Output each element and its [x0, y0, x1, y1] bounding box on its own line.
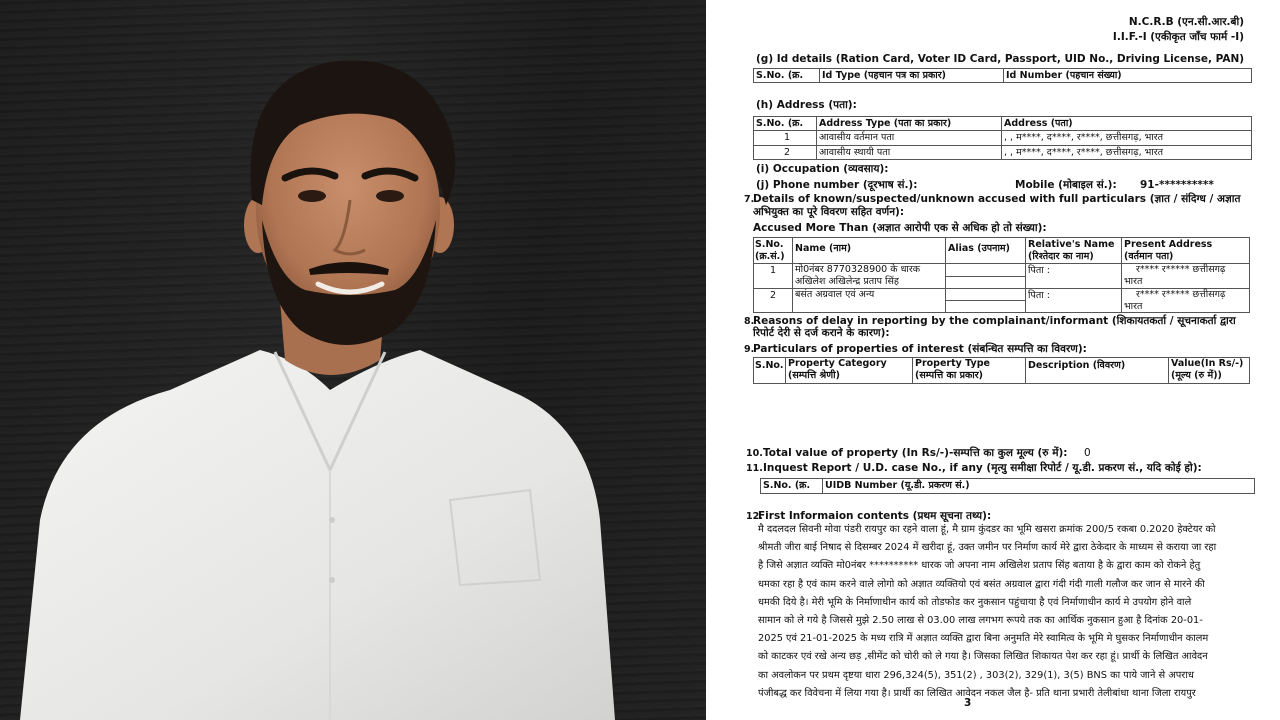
fir-line: श्रीमती जीरा बाई निषाद से दिसम्बर 2024 में खरीदा हूं, उक्त जमीन पर निर्माण कार्य मेरे द्वारा ठेकेदार के माध्यम से कराया जा रहा [758, 542, 1217, 554]
addr-row2-sno: 2 [784, 147, 791, 158]
sec7-title-line1: Details of known/suspected/unknown accused with full particulars (ज्ञात / संदिग्ध / अज्ञात [753, 193, 1241, 205]
sec7-number: 7. [744, 194, 755, 205]
sec11-number: 11. [746, 463, 763, 474]
id-col-sno: S.No. (क्र. [756, 70, 804, 81]
prop-col-category: Property Category [788, 358, 887, 369]
acc-col-sno-hi: (क्र.सं.) [755, 251, 785, 262]
fir-line: धमकी दिये है। मेरी भूमि के निर्माणाधीन कार्य को तोडफोड कर नुकसान पहुंचाया है एवं निर्माणाधीन कार्य मे उपयोग होने वाले [758, 596, 1192, 608]
addr-row2-type: आवासीय स्थायी पता [819, 147, 891, 158]
first-information-paragraph [758, 521, 1250, 703]
mobile-value: 91-********** [1140, 179, 1214, 191]
mobile-label: Mobile (मोबाइल सं.): [1015, 179, 1117, 191]
sec8-title-line1: Reasons of delay in reporting by the complainant/informant (शिकायतकर्ता / सूचनाकर्ता द्वारा [753, 315, 1236, 327]
sec8-number: 8. [744, 316, 755, 327]
sec12-number: 12. [746, 511, 763, 522]
occupation-label: (i) Occupation (व्यवसाय): [756, 163, 889, 175]
header-iif: I.I.F.-I (एकीकृत जाँच फार्म -I) [1112, 31, 1244, 43]
fir-document-page [706, 0, 1280, 720]
fir-line: 2025 एवं 21-01-2025 के मध्य रात्रि में अज्ञात व्यक्ति द्वारा बिना अनुमति मेरे स्वामित्व के भूमि मे घुसकर निर्माणाधीन कालम [758, 633, 1209, 645]
acc-col-sno: S.No. [755, 239, 784, 250]
sec10-value: 0 [1084, 447, 1091, 459]
fir-line: है जिसे अज्ञात व्यक्ति मो0नंबर ********** धारक जो अपना नाम अखिलेश प्रताप सिंह बताया है के द्वारा काम को रोकने हेतु [758, 560, 1201, 572]
inq-col-uidb: UIDB Number (यू.डी. प्रकरण सं.) [825, 480, 970, 491]
fir-line: पंजीबद्ध कर विवेचना में लिया गया है। प्रार्थी का लिखित आवेदन नकल जैल है- प्रति थाना प्रभारी तेलीबांधा थाना जिला रायपुर [758, 687, 1196, 699]
header-ncrb: N.C.R.B (एन.सी.आर.बी) [1128, 16, 1244, 28]
id-col-number: Id Number (पहचान संख्या) [1006, 70, 1122, 81]
acc-row1-name: मो0नंबर 8770328900 के धारक [795, 264, 921, 275]
sec9-number: 9. [744, 344, 755, 355]
acc-row2-name: बसंत अग्रवाल एवं अन्य [795, 289, 875, 300]
sec7-title-line2: अभियुक्त का पूरे विवरण सहित वर्णन): [753, 206, 905, 218]
inq-col-sno: S.No. (क्र. [763, 480, 811, 491]
acc-row1-address: र**** र***** छत्तीसगढ़ [1136, 264, 1226, 275]
prop-col-category-hi: (सम्पत्ति श्रेणी) [788, 370, 840, 381]
acc-row2-address: र**** र***** छत्तीसगढ़ [1136, 289, 1226, 300]
sec11-label: Inquest Report / U.D. case No., if any (मृत्यु समीक्षा रिपोर्ट / यू.डी. प्रकरण सं., यदि कोई हो): [763, 462, 1202, 474]
acc-row2-sno: 2 [770, 290, 777, 301]
prop-col-type: Property Type [915, 358, 990, 369]
address-title: (h) Address (पता): [756, 99, 857, 111]
sec10-label: Total value of property (In Rs/-)-सम्पत्ति का कुल मूल्य (रु में): [763, 447, 1068, 459]
id-details-title: (g) Id details (Ration Card, Voter ID Card, Passport, UID No., Driving License, PAN) [756, 53, 1245, 65]
fir-line: धमका रहा है एवं काम करने वाले लोगो को अज्ञात व्यक्तियो एवं बसंत अग्रवाल द्वारा गंदी गंदी गाली गलौज कर जान से मारने की [758, 578, 1205, 590]
acc-row2-relative: पिता : [1028, 290, 1050, 301]
acc-row1-name-2: अखिलेश अखिलेन्द्र प्रताप सिंह [795, 276, 899, 287]
fir-line: सामान को ले गये है जिससे मुझे 2.50 लाख से 03.00 लाख लगभग रूपये तक का आर्थिक नुकसान हुआ है दिनांक 20-01- [758, 615, 1203, 627]
addr-col-type: Address Type (पता का प्रकार) [819, 118, 952, 129]
sec9-title: Particulars of properties of interest (संबन्धित सम्पत्ति का विवरण): [753, 343, 1087, 355]
prop-col-description: Description (विवरण) [1028, 360, 1126, 371]
sec12-title: First Informaion contents (प्रथम सूचना तथ्य): [758, 510, 992, 522]
fir-line: मै ददलदल सिवनी मोवा पंडरी रायपुर का रहने वाला हूं, मै ग्राम कुंदडर का भूमि खसरा क्रमांक 200/5 रकबा 0.2020 हेक्टेयर को [758, 524, 1216, 535]
accused-more-than: Accused More Than (अज्ञात आरोपी एक से अधिक हो तो संख्या): [753, 222, 1047, 234]
acc-col-name: Name (नाम) [795, 243, 852, 254]
addr-row1-addr: , , म****, द****, र****, छत्तीसगढ़, भारत [1004, 132, 1164, 143]
sec8-title-line2: रिपोर्ट देरी से दर्ज कराने के कारण): [753, 327, 890, 339]
acc-row1-address-2: भारत [1124, 276, 1143, 287]
acc-row2-address-2: भारत [1124, 301, 1143, 312]
acc-col-address-hi: (वर्तमान पता) [1124, 251, 1174, 262]
addr-row1-sno: 1 [784, 132, 791, 143]
acc-col-relative-hi: (रिश्तेदार का नाम) [1028, 251, 1094, 262]
acc-col-address: Present Address [1124, 239, 1213, 250]
prop-col-type-hi: (सम्पत्ति का प्रकार) [915, 370, 983, 381]
acc-row1-relative: पिता : [1028, 265, 1050, 276]
sec10-number: 10. [746, 448, 763, 459]
page-number: 3 [964, 697, 972, 709]
addr-row2-addr: , , म****, द****, र****, छत्तीसगढ़, भारत [1004, 147, 1164, 158]
fir-line: का अवलोकन पर प्रथम दृष्टया धारा 296,324(5), 351(2) , 303(2), 329(1), 3(5) BNS का पाये जाने से अपराध [758, 669, 1194, 681]
fir-line: को काटकर एवं रखे अन्य छड़ ,सीमेंट को चोरी को ले गया है। जिसका लिखित शिकायत पेश कर रहा हूं। प्रार्थी के लिखित आवेदन [758, 651, 1208, 663]
phone-label: (j) Phone number (दूरभाष सं.): [756, 179, 918, 191]
addr-row1-type: आवासीय वर्तमान पता [819, 132, 895, 143]
acc-col-alias: Alias (उपनाम) [948, 243, 1010, 254]
addr-col-addr: Address (पता) [1004, 118, 1073, 129]
prop-col-value: Value(In Rs/-) [1171, 358, 1244, 369]
prop-col-value-hi: (मूल्य (रु में)) [1171, 370, 1222, 381]
addr-col-sno: S.No. (क्र. [756, 118, 804, 129]
id-col-type: Id Type (पहचान पत्र का प्रकार) [822, 70, 946, 81]
prop-col-sno: S.No. [755, 360, 784, 371]
acc-col-relative: Relative's Name [1028, 239, 1115, 250]
acc-row1-sno: 1 [770, 265, 777, 276]
